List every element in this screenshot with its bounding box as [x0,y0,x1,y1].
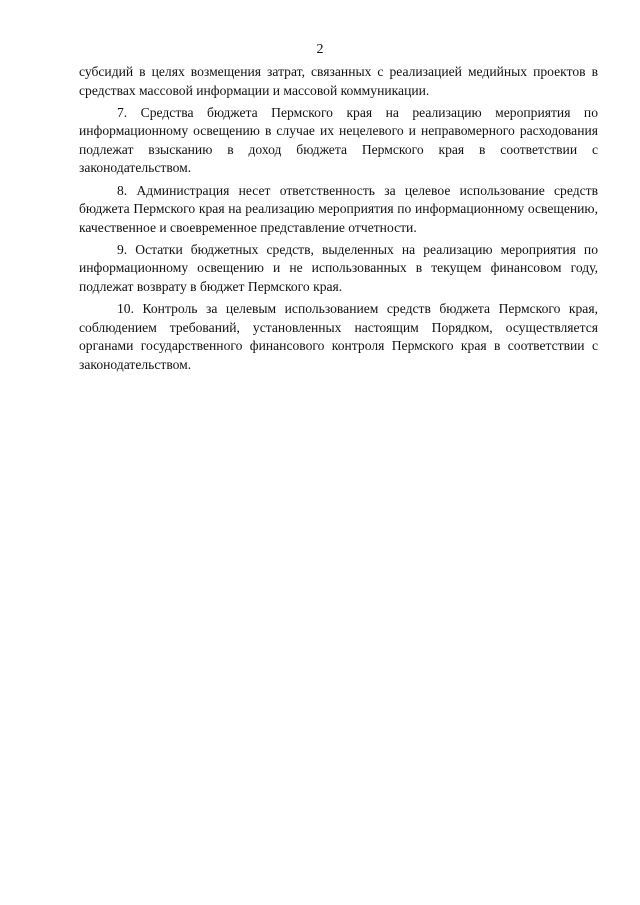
document-body [79,63,598,375]
paragraph-7: 7. Средства бюджета Пермского края на реализацию мероприятия по информационному освещению в случае их нецелевого и неправомерного расходования подлежат взысканию в доход бюджета Пермского края в соответствии с законодательством. [79,104,598,176]
paragraph-10: 10. Контроль за целевым использованием средств бюджета Пермского края, соблюдением требований, установленных настоящим Порядком, осуществляется органами государственного финансового контроля Пермского края в соответствии с законодательством. [79,301,598,372]
paragraph-8: 8. Администрация несет ответственность за целевое использование средств бюджета Пермского края на реализацию мероприятия по информационному освещению, качественное и своевременное представление отчетности. [79,182,598,235]
page-number: 2 [316,42,324,57]
paragraph-9: 9. Остатки бюджетных средств, выделенных на реализацию мероприятия по информационному освещению и не использованных в текущем финансовом году, подлежат возврату в бюджет Пермского края. [79,241,598,295]
paragraph-continuation: субсидий в целях возмещения затрат, связанных с реализацией медийных проектов в средствах массовой информации и массовой коммуникации. [79,64,598,98]
